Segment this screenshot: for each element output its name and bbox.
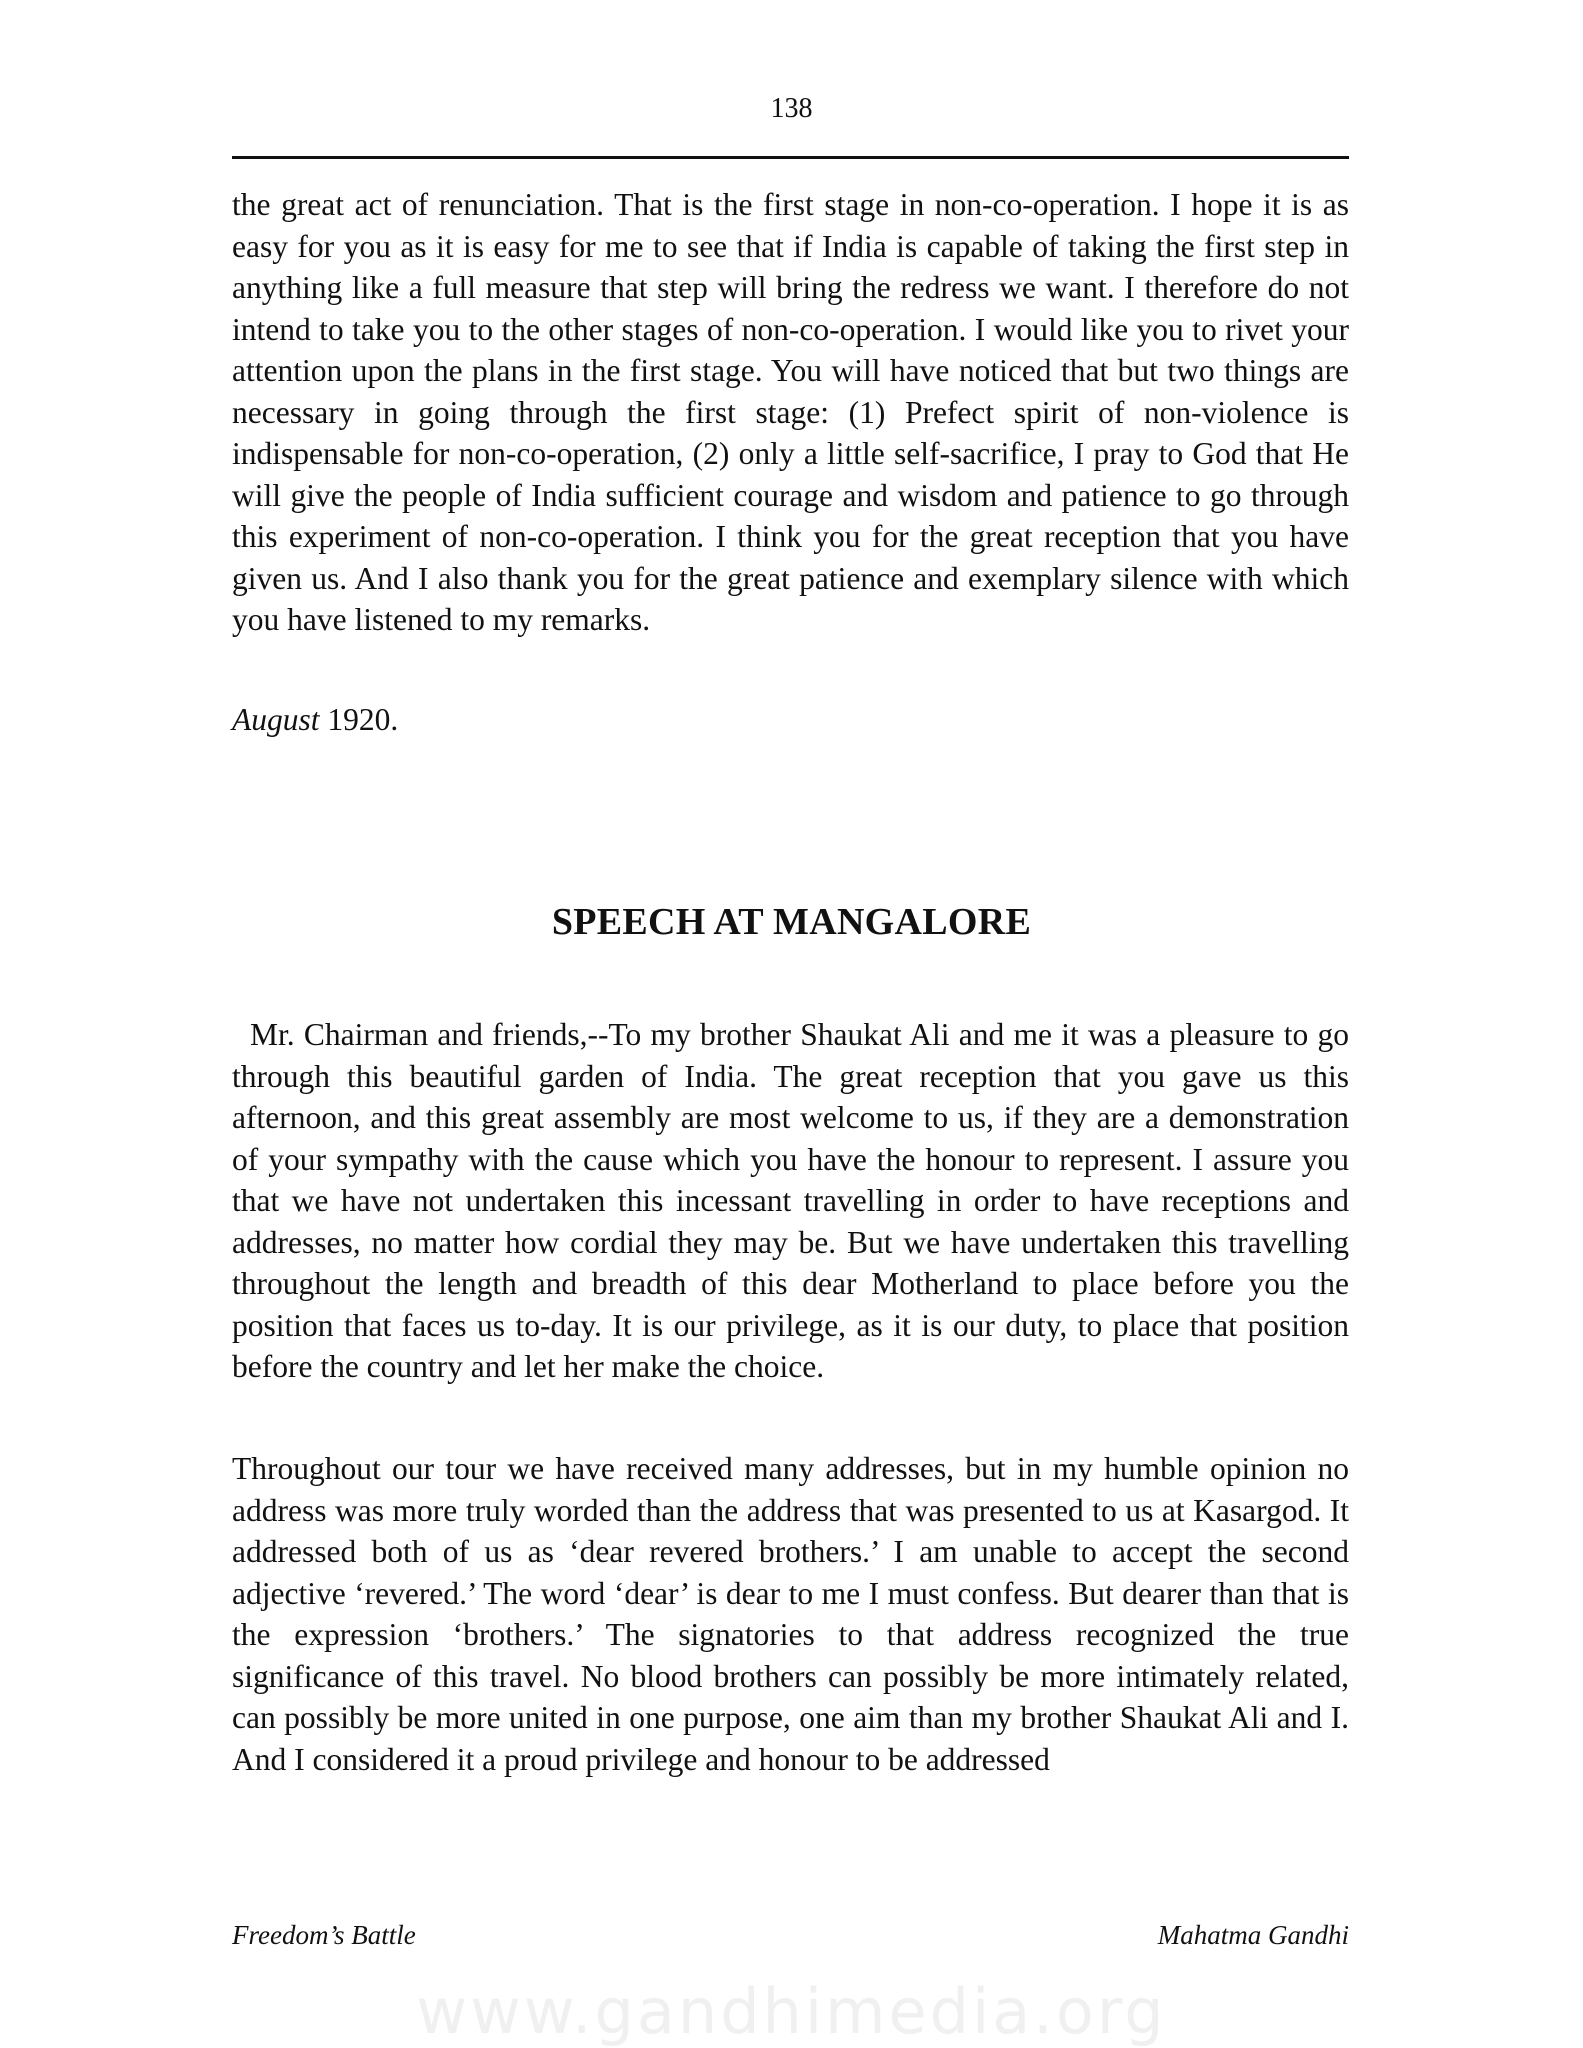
- footer-book-title: Freedom’s Battle: [232, 1920, 416, 1950]
- date-month: August: [232, 702, 320, 737]
- page-number: 138: [770, 93, 813, 124]
- date-year: 1920.: [327, 702, 399, 737]
- section-title: SPEECH AT MANGALORE: [551, 901, 1032, 943]
- paragraph-addresses: Throughout our tour we have received many addresses, but in my humble opinion no address was more truly worded than the address that was presented to us at Kasargod. It addressed both of us as ‘dear revered brothers.’ I am unable to accept the second adjective ‘revered.’ The word ‘dear’ is dear to me I must confess. But dearer than that is the expression ‘brothers.’ The signatories to that address recognized the true significance of this travel. No blood brothers can possibly be more intimately related, can possibly be more united in one purpose, one aim than my brother Shaukat Ali and I. And I considered it a proud privilege and honour to be addressed: [232, 1451, 1349, 1777]
- header-rule: [232, 156, 1349, 159]
- paragraph-continuation: the great act of renunciation. That is the first stage in non-co-operation. I hope it is as easy for you as it is easy for me to see that if India is capable of taking the first step in anything like a full measure that step will bring the redress we want. I therefore do not intend to take you to the other stages of non-co-operation. I would like you to rivet your attention upon the plans in the first stage. You will have noticed that but two things are necessary in going through the first stage: (1) Prefect spirit of non-violence is indispensable for non-co-operation, (2) only a little self-sacrifice, I pray to God that He will give the people of India sufficient courage and wisdom and patience to go through this experiment of non-co-operation. I think you for the great reception that you have given us. And I also thank you for the great patience and exemplary silence with which you have listened to my remarks.: [232, 187, 1349, 637]
- watermark: www.gandhimedia.org: [416, 1975, 1167, 2048]
- speech-date: [232, 699, 398, 741]
- paragraph-opening: Mr. Chairman and friends,--To my brother Shaukat Ali and me it was a pleasure to go through this beautiful garden of India. The great reception that you gave us this afternoon, and this great assembly are most welcome to us, if they are a demonstration of your sympathy with the cause which you have the honour to represent. I assure you that we have not undertaken this incessant travelling in order to have receptions and addresses, no matter how cordial they may be. But we have undertaken this travelling throughout the length and breadth of this dear Motherland to place before you the position that faces us to-day. It is our privilege, as it is our duty, to place that position before the country and let her make the choice.: [232, 1017, 1349, 1384]
- footer-author: Mahatma Gandhi: [1157, 1920, 1349, 1950]
